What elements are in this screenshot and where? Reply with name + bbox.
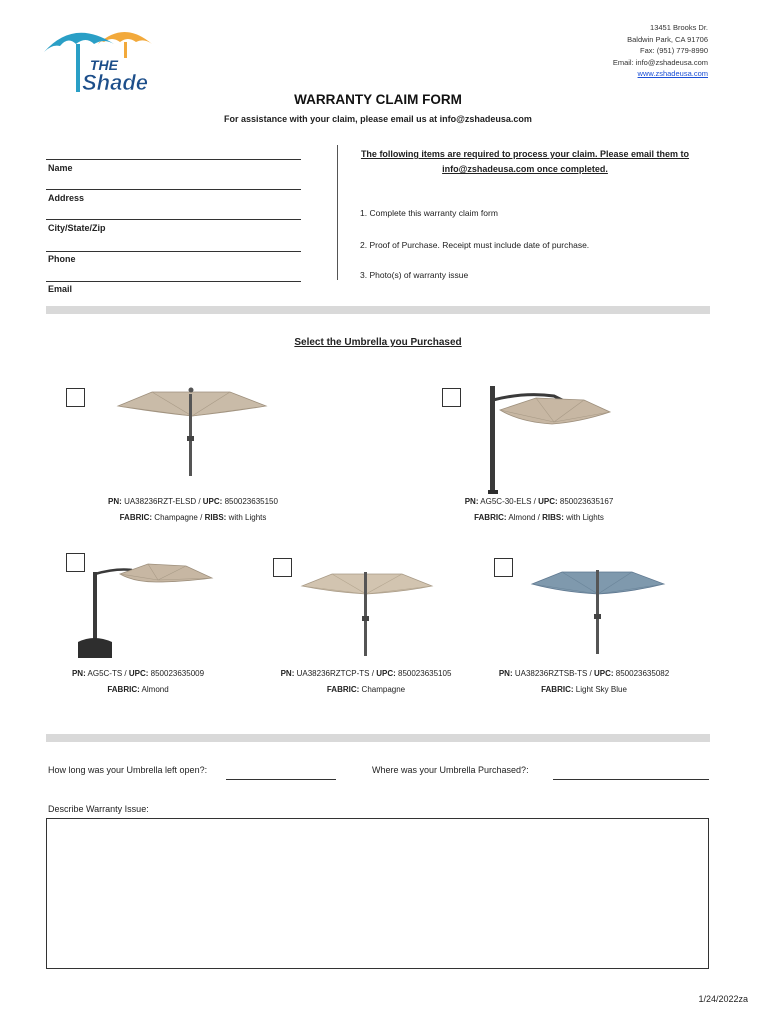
- pn-value: AG5C-TS: [87, 669, 123, 678]
- product-fabric-line: [266, 682, 466, 698]
- address-line: Fax: (951) 779-8990: [640, 46, 708, 55]
- website-link[interactable]: www.zshadeusa.com: [637, 69, 708, 78]
- upc-value: 850023635105: [398, 669, 452, 678]
- fabric-label: FABRIC:: [119, 513, 153, 522]
- ribs-value: with Lights: [566, 513, 604, 522]
- section-separator: [46, 306, 710, 314]
- product-checkbox-4[interactable]: [273, 558, 292, 577]
- pn-value: UA38236RZTSB-TS: [514, 669, 588, 678]
- purchase-location-field[interactable]: [553, 779, 709, 780]
- company-logo: [40, 18, 160, 98]
- describe-issue-textarea[interactable]: [46, 818, 709, 969]
- phone-label: Phone: [48, 254, 76, 264]
- fabric-label: FABRIC:: [107, 685, 140, 694]
- fabric-value: Champagne: [154, 513, 198, 522]
- form-date: 1/24/2022za: [698, 994, 748, 1004]
- umbrella-image-5: [530, 566, 666, 656]
- product-caption-3: [46, 666, 230, 698]
- company-address: [613, 22, 708, 80]
- city-state-zip-label: City/State/Zip: [48, 223, 106, 233]
- pn-label: PN:: [464, 497, 479, 506]
- product-fabric-line: [46, 682, 230, 698]
- product-pn-line: PN: UA38236RZT-ELSD / UPC: 850023635150: [108, 497, 278, 506]
- umbrella-image-4: [298, 568, 434, 658]
- city-state-zip-field[interactable]: [46, 219, 301, 220]
- ribs-label: RIBS:: [542, 513, 564, 522]
- email-field[interactable]: [46, 281, 301, 282]
- address-line: Email: info@zshadeusa.com: [612, 57, 708, 67]
- logo-text-shade: Shade: [82, 70, 149, 95]
- select-umbrella-title: Select the Umbrella you Purchased: [294, 337, 462, 348]
- product-checkbox-2[interactable]: [442, 388, 461, 407]
- umbrella-image-2: [484, 382, 614, 494]
- requirements-heading-line1: The following items are required to process your claim. Please email them to: [360, 149, 690, 159]
- pn-label: PN:: [71, 669, 86, 678]
- fabric-label: FABRIC:: [541, 685, 574, 694]
- address-line: 13451 Brooks Dr.: [650, 23, 708, 32]
- product-fabric-line: FABRIC: Almond / RIBS: with Lights: [474, 513, 604, 522]
- product-fabric-line: FABRIC: Champagne / RIBS: with Lights: [119, 513, 267, 522]
- upc-label: UPC:: [538, 497, 558, 506]
- fabric-value: Almond: [508, 513, 536, 522]
- open-duration-field[interactable]: [226, 779, 336, 780]
- form-title: WARRANTY CLAIM FORM: [294, 92, 462, 107]
- open-duration-label: How long was your Umbrella left open?:: [48, 765, 208, 775]
- requirements-heading-line2: info@zshadeusa.com once completed.: [442, 164, 608, 174]
- requirement-item: 3. Photo(s) of warranty issue: [360, 270, 469, 280]
- ribs-label: RIBS:: [204, 513, 227, 522]
- name-label: Name: [48, 163, 73, 173]
- describe-issue-label: Describe Warranty Issue:: [48, 804, 149, 814]
- fabric-label: FABRIC:: [326, 685, 360, 694]
- pn-label: PN:: [108, 497, 122, 506]
- product-checkbox-5[interactable]: [494, 558, 513, 577]
- product-pn-line: PN: AG5C-TS / UPC: 850023635009: [71, 669, 205, 678]
- email-label: Email: [48, 284, 73, 294]
- product-caption-4: [266, 666, 466, 698]
- fabric-label: FABRIC:: [474, 513, 507, 522]
- upc-label: UPC:: [202, 497, 223, 506]
- name-field[interactable]: [46, 159, 301, 160]
- fabric-value: Almond: [141, 685, 169, 694]
- requirements-heading: [340, 147, 710, 177]
- address-label: Address: [48, 193, 85, 203]
- upc-value: 850023635150: [224, 497, 278, 506]
- phone-field[interactable]: [46, 251, 301, 252]
- pn-label: PN:: [498, 669, 513, 678]
- product-fabric-line: [486, 682, 682, 698]
- upc-value: 850023635082: [615, 669, 670, 678]
- fabric-value: Champagne: [361, 685, 406, 694]
- requirement-item: 2. Proof of Purchase. Receipt must include date of purchase.: [360, 240, 590, 250]
- address-line: Baldwin Park, CA 91706: [627, 34, 708, 44]
- product-pn-line: PN: AG5C-30-ELS / UPC: 850023635167: [464, 497, 614, 506]
- ribs-value: with Lights: [228, 513, 267, 522]
- product-checkbox-1[interactable]: [66, 388, 85, 407]
- product-pn-line: PN: UA38236RZTSB-TS / UPC: 850023635082: [498, 669, 670, 678]
- upc-label: UPC:: [376, 669, 396, 678]
- logo-text-the: THE: [90, 57, 118, 73]
- purchase-location-label: Where was your Umbrella Purchased?:: [372, 765, 529, 775]
- requirement-item: 1. Complete this warranty claim form: [360, 208, 498, 218]
- pn-value: AG5C-30-ELS: [480, 497, 532, 506]
- upc-label: UPC:: [593, 669, 614, 678]
- product-pn-line: PN: UA38236RZTCP-TS / UPC: 850023635105: [280, 669, 452, 678]
- form-subtitle: For assistance with your claim, please email us at info@zshadeusa.com: [224, 114, 532, 124]
- umbrella-image-1: [112, 386, 270, 478]
- pn-value: UA38236RZT-ELSD: [124, 497, 197, 506]
- fabric-value: Light Sky Blue: [575, 685, 627, 694]
- upc-value: 850023635167: [559, 497, 614, 506]
- section-separator: [46, 734, 710, 742]
- umbrella-image-3: [66, 560, 216, 660]
- address-field[interactable]: [46, 189, 301, 190]
- section-divider: [337, 145, 338, 280]
- product-caption-2: [412, 494, 666, 526]
- product-caption-5: [486, 666, 682, 698]
- product-caption-1: [66, 494, 320, 526]
- pn-label: PN:: [280, 669, 295, 678]
- upc-label: UPC:: [128, 669, 149, 678]
- upc-value: 850023635009: [150, 669, 205, 678]
- pn-value: UA38236RZTCP-TS: [296, 669, 370, 678]
